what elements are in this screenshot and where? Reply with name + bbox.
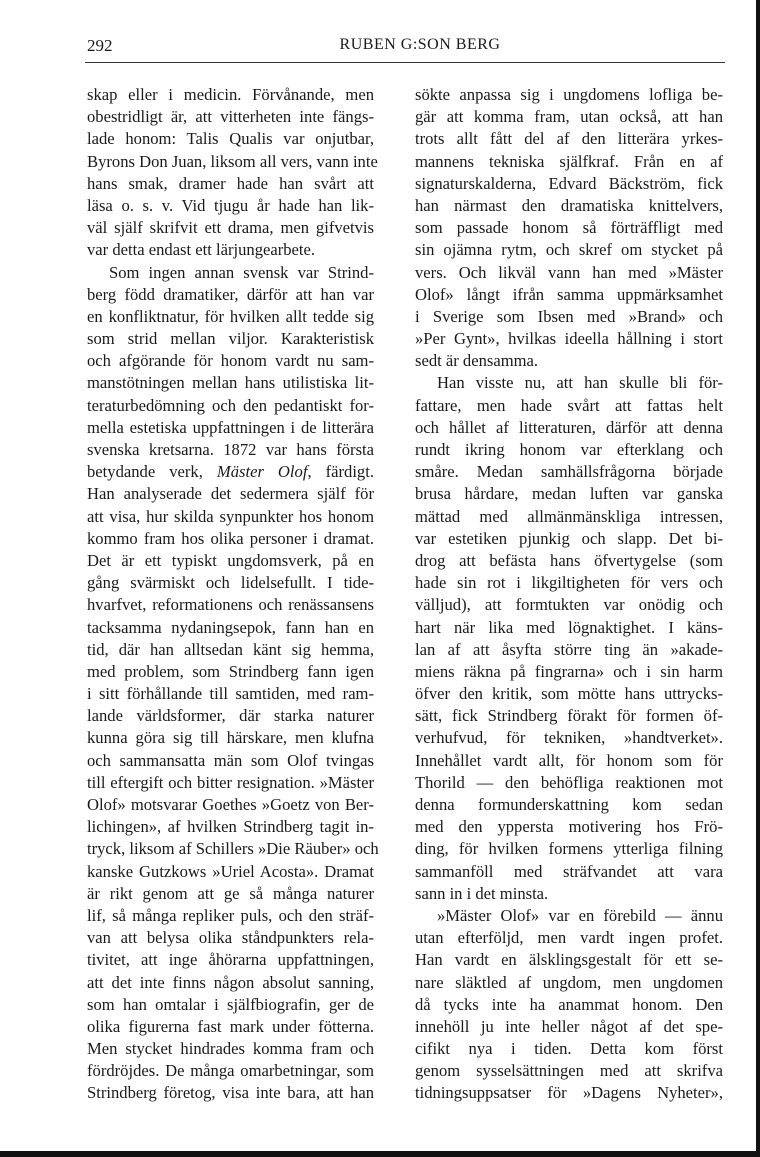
- text-line: lif, så många repliker puls, och den sträf-: [87, 905, 374, 925]
- text-line: sin ojämna rytm, och skref om stycket på: [415, 240, 723, 260]
- text-line: och afgörande för honom vardt nu sam-: [87, 351, 374, 371]
- text-line: är rikt genom att ge så många naturer: [87, 883, 374, 903]
- text-line: trots allt fått del af den litterära yrkes-: [415, 129, 723, 149]
- text-line: var estetiken pjunkig och slapp. Det bi-: [415, 528, 723, 548]
- text-line: med den yppersta motivering hos Frö-: [415, 817, 723, 837]
- text-line: innehöll ju inte heller något af det spe-: [415, 1016, 723, 1036]
- scan-edge-right: [756, 0, 760, 1157]
- text-line: teraturbedömning och den pedantiskt for-: [87, 395, 374, 415]
- text-line: då tycks inte ha anammat honom. Den: [415, 994, 723, 1014]
- text-line: »Mäster Olof» var en förebild — ännu: [437, 905, 723, 925]
- text-line: van att belysa olika ståndpunkters rela-: [87, 928, 374, 948]
- left-column: [87, 84, 379, 1105]
- text-line: berg född dramatiker, därför att han var: [87, 284, 374, 304]
- text-line: i sitt förhållande till samtiden, med ram-: [87, 684, 374, 704]
- text-line: ding, för hvilken formens ytterliga filning: [415, 839, 723, 859]
- text-line: kunna göra sig till härskare, men klufna: [87, 728, 374, 748]
- text-line: fattare, men hade svårt att fattas helt: [415, 395, 723, 415]
- text-line: lande världsformer, där starka naturer: [87, 706, 374, 726]
- text-line: att visa, hur skilda synpunkter hos honom: [87, 506, 374, 526]
- text-line: Men stycket hindrades komma fram och: [87, 1039, 374, 1059]
- text-line: svenska kretsarna. 1872 var hans första: [87, 440, 374, 459]
- text-line: rundt ikring honom var efterklang och: [415, 440, 723, 459]
- text-line: hans smak, dramer hade han svårt att: [87, 173, 374, 193]
- text-line: som passade honom så förträffligt med: [415, 218, 723, 238]
- text-line: gär att komma fram, utan också, att han: [415, 107, 723, 127]
- text-line: nare släktled af ungdom, men ungdomen: [415, 972, 723, 992]
- page-number: 292: [87, 36, 113, 55]
- text-line: tryck, liksom af Schillers »Die Räuber» och: [87, 839, 379, 859]
- text-segment: betydande verk,: [87, 462, 217, 482]
- text-line: cifikt nya i tiden. Detta kom först: [415, 1039, 723, 1059]
- header-rule: [85, 62, 725, 63]
- text-line: småre. Medan samhällsfrågorna började: [415, 462, 723, 482]
- text-line: mannens tekniska själfkraf. Från en af: [415, 151, 723, 171]
- text-line: Han visste nu, att han skulle bli för-: [437, 373, 723, 393]
- text-line: hart när lika med lögnaktighet. I käns-: [415, 617, 723, 637]
- text-line: att det inte finns någon absolut sanning,: [87, 972, 374, 992]
- text-line: kanske Gutzkows »Uriel Acosta». Dramat: [87, 861, 374, 881]
- text-line: fördröjdes. De många omarbetningar, som: [87, 1061, 374, 1081]
- text-line: Det är ett typiskt ungdomsverk, på en: [87, 550, 374, 570]
- text-line: som strid mellan viljor. Karakteristisk: [87, 329, 374, 349]
- text-line: tacksamma nydaningsepok, fann han en: [87, 617, 374, 637]
- text-line: manstötningen mellan hans utilistiska lit-: [87, 373, 374, 393]
- text-line: vers. Och likväl vann han med »Mäster: [415, 262, 723, 282]
- italic-title: Mäster Olof: [216, 462, 308, 482]
- text-line: sätt, fick Strindberg förakt för formen öf-: [415, 706, 723, 726]
- text-line: väl själf skrifvit ett drama, men gifvetvis: [87, 218, 374, 238]
- text-line: Thorild — den behöfliga reaktionen mot: [415, 772, 723, 792]
- text-line: i Sverige som Ibsen med »Brand» och: [415, 306, 723, 326]
- text-line: [87, 461, 374, 483]
- running-title: RUBEN G:SON BERG: [339, 36, 501, 53]
- text-line: sökte anpassa sig i ungdomens lofliga be-: [415, 85, 723, 104]
- text-line: »Per Gynt», hvilkas ideella hållning i stort: [415, 329, 723, 349]
- text-line: välljud), att formtukten var onödig och: [415, 595, 723, 615]
- text-line: till eftergift och bitter resignation. »Mäster: [87, 772, 374, 792]
- text-line: var detta endast ett lärjungearbete.: [87, 240, 316, 260]
- right-column: [415, 84, 723, 1105]
- text-line: obestridligt är, att vitterheten inte fängs-: [87, 107, 374, 127]
- text-line: hvarfvet, reformationens och renässansens: [87, 595, 374, 615]
- text-line: Innehållet vardt allt, för honom som för: [415, 750, 723, 770]
- text-line: tivitet, att inge åhörarna uppfattningen,: [87, 950, 374, 970]
- text-line: Byrons Don Juan, liksom all vers, vann inte: [87, 151, 378, 171]
- text-line: Strindberg företog, visa inte bara, att han: [87, 1083, 374, 1103]
- text-line: gång svärmiskt och lidelsefullt. I tide-: [87, 573, 374, 593]
- text-line: hade sin rot i likgiltigheten för vers och: [415, 573, 723, 593]
- text-line: med problem, som Strindberg fann igen: [87, 661, 374, 681]
- text-line: utan efterföljd, men vardt ingen profet.: [415, 928, 723, 948]
- text-line: och sammansatta män som Olof tvingas: [87, 750, 374, 770]
- text-line: olika figurerna fast mark under fötterna.: [87, 1016, 374, 1036]
- text-line: Som ingen annan svensk var Strind-: [109, 262, 374, 282]
- text-line: lade honom: Talis Qualis var onjutbar,: [87, 129, 374, 149]
- text-line: lichingen», af hvilken Strindberg tagit in-: [87, 817, 374, 837]
- text-line: mättad med allmänmänskliga intressen,: [415, 506, 723, 526]
- text-line: en konfliktnatur, för hvilken allt tedde sig: [87, 306, 374, 326]
- text-line: tidningsuppsatser för »Dagens Nyheter»,: [415, 1083, 723, 1103]
- text-line: verhufvud, för tekniken, »handtverket».: [415, 728, 723, 748]
- text-line: brusa hårdare, medan luften var ganska: [415, 484, 723, 504]
- text-line: sedt är densamma.: [415, 351, 539, 371]
- text-line: mella estetiska uppfattningen i de litterära: [87, 417, 374, 437]
- text-line: sann in i det minsta.: [415, 883, 549, 903]
- text-line: lan af att åsyfta större ting än »akade-: [415, 639, 723, 659]
- text-line: signaturskalderna, Edvard Bäckström, fick: [415, 173, 723, 193]
- text-line: Olof» långt ifrån samma uppmärksamhet: [415, 284, 723, 304]
- text-line: sammanföll med sträfvandet att vara: [415, 861, 723, 881]
- text-segment: , färdigt.: [307, 462, 374, 482]
- text-line: Han vardt en älsklingsgestalt för ett se-: [415, 950, 723, 970]
- text-line: och hållet af litteraturen, därför att denna: [415, 417, 723, 437]
- text-line: tid, där han alltsedan känt sig hemma,: [87, 639, 374, 659]
- text-line: som han omtalar i själfbiografin, ger de: [87, 994, 374, 1014]
- text-line: Olof» motsvarar Goethes »Goetz von Ber-: [87, 795, 374, 814]
- text-line: miens räkna på fingrarna» och i sin harm: [415, 661, 723, 681]
- scan-edge-bottom: [0, 1151, 760, 1157]
- text-line: läsa o. s. v. Vid tjugu år hade han lik-: [87, 195, 374, 215]
- text-line: drog att befästa hans öfvertygelse (som: [415, 550, 723, 570]
- text-line: han närmast den dramatiska knittelvers,: [415, 195, 723, 215]
- text-line: Han analyserade det sedermera själf för: [87, 484, 374, 504]
- text-line: skap eller i medicin. Förvånande, men: [87, 85, 374, 104]
- text-line: genom sysselsättningen med att skrifva: [415, 1061, 723, 1081]
- text-line: kommo fram hos olika personer i dramat.: [87, 528, 374, 548]
- text-line: öfver den kritik, som mötte hans uttrycks-: [415, 684, 723, 704]
- text-line: denna formunderskattning kom sedan: [415, 795, 723, 814]
